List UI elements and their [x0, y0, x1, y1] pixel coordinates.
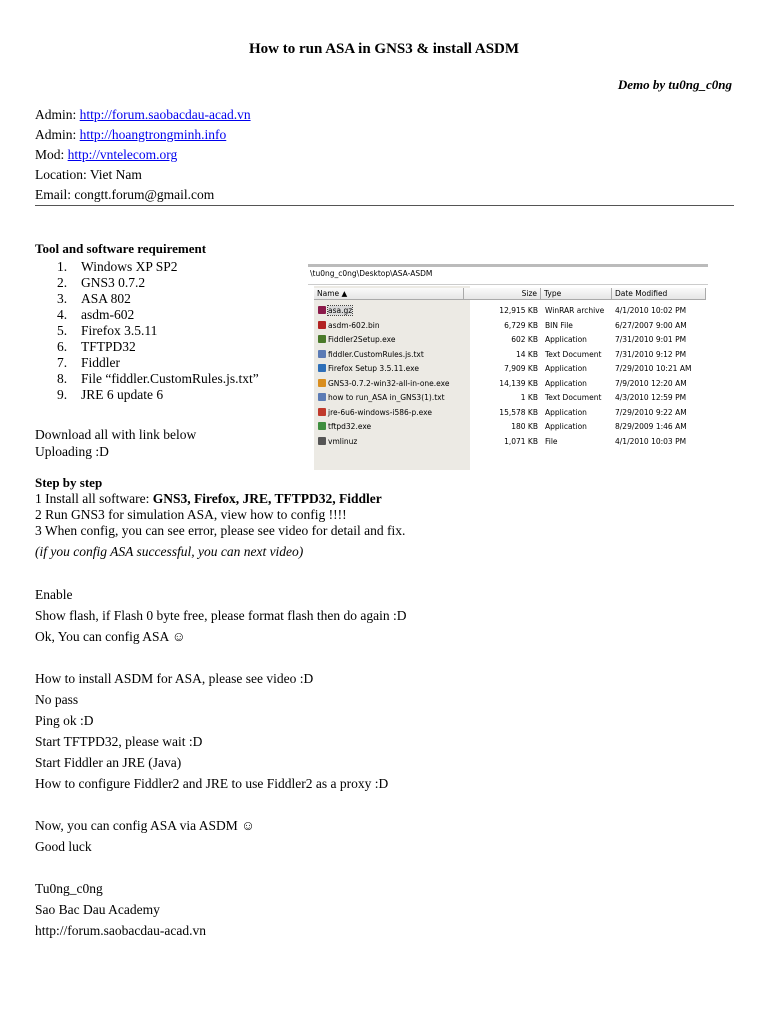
body-line: http://forum.saobacdau-acad.vn	[35, 923, 206, 938]
file-name: Fiddler2Setup.exe	[318, 333, 466, 348]
file-name: fiddler.CustomRules.js.txt	[318, 348, 466, 363]
file-name: vmlinuz	[318, 435, 466, 450]
generic-file-icon	[318, 437, 326, 445]
file-date: 7/9/2010 12:20 AM	[615, 378, 687, 388]
file-size: 7,909 KB	[504, 364, 538, 373]
tftp-icon	[318, 422, 326, 430]
step-3: 3 When config, you can see error, please see video for detail and fix.	[35, 523, 406, 538]
body-line: Good luck	[35, 839, 92, 854]
file-row[interactable]	[308, 406, 706, 421]
list-text: File “fiddler.CustomRules.js.txt”	[81, 371, 259, 386]
body-line: How to configure Fiddler2 and JRE to use Fiddler2 as a proxy :D	[35, 776, 389, 791]
file-row[interactable]	[308, 435, 706, 450]
file-row[interactable]	[308, 391, 706, 406]
list-text: Firefox 3.5.11	[81, 323, 158, 338]
body-line: Tu0ng_c0ng	[35, 881, 103, 896]
file-row[interactable]	[308, 304, 706, 319]
file-name: Firefox Setup 3.5.11.exe	[318, 362, 466, 377]
list-number: 9.	[57, 387, 68, 402]
list-text: TFTPD32	[81, 339, 136, 354]
step-1-text: 1 Install all software:	[35, 491, 153, 506]
author-credit: Demo by tu0ng_c0ng	[617, 77, 732, 92]
file-size: 15,578 KB	[499, 407, 538, 417]
vntelecom-link[interactable]: http://vntelecom.org	[67, 147, 178, 162]
file-date: 7/31/2010 9:01 PM	[615, 335, 687, 344]
list-text: GNS3 0.7.2	[81, 275, 146, 290]
body-line: Enable	[35, 587, 73, 602]
download-text: Download all with link below	[35, 427, 197, 442]
file-explorer-screenshot	[308, 264, 706, 470]
body-line: No pass	[35, 692, 79, 707]
list-number: 1.	[57, 259, 68, 274]
installer-icon	[318, 335, 326, 343]
list-number: 7.	[57, 355, 68, 370]
list-number: 5.	[57, 323, 68, 338]
list-text: ASA 802	[81, 291, 131, 306]
contact-location: Location: Viet Nam	[35, 167, 142, 182]
body-line: How to install ASDM for ASA, please see video :D	[35, 671, 314, 686]
list-number: 2.	[57, 275, 68, 290]
file-row[interactable]	[308, 362, 706, 377]
contact-mod	[35, 145, 177, 165]
list-text: Windows XP SP2	[81, 259, 178, 274]
hoangtrongminh-link[interactable]: http://hoangtrongminh.info	[79, 127, 227, 142]
file-row[interactable]	[308, 348, 706, 363]
file-date: 7/29/2010 9:22 AM	[615, 407, 687, 417]
file-type: WinRAR archive	[545, 306, 605, 315]
column-header-size[interactable]: Size	[464, 288, 541, 300]
uploading-text: Uploading :D	[35, 444, 109, 459]
list-number: 4.	[57, 307, 68, 322]
file-type: BIN File	[545, 320, 573, 330]
file-row[interactable]	[308, 333, 706, 348]
list-number: 8.	[57, 371, 68, 386]
file-row[interactable]	[308, 420, 706, 435]
file-date: 4/1/2010 10:02 PM	[615, 306, 687, 315]
header-divider	[35, 205, 734, 206]
contact-label: Admin:	[35, 127, 80, 142]
step-2: 2 Run GNS3 for simulation ASA, view how to config !!!!	[35, 507, 347, 522]
file-size: 12,915 KB	[499, 306, 538, 315]
list-text: asdm-602	[81, 307, 135, 322]
body-line: Show flash, if Flash 0 byte free, please format flash then do again :D	[35, 608, 407, 623]
contact-email: Email: congtt.forum@gmail.com	[35, 187, 215, 202]
file-date: 7/29/2010 10:21 AM	[615, 364, 692, 373]
file-name: jre-6u6-windows-i586-p.exe	[318, 406, 466, 421]
body-line: Ok, You can config ASA ☺	[35, 629, 186, 644]
file-name: asa.gz	[318, 304, 466, 319]
column-header-type[interactable]: Type	[541, 288, 612, 300]
body-line: Start Fiddler an JRE (Java)	[35, 755, 182, 770]
file-date: 6/27/2007 9:00 AM	[615, 320, 687, 330]
file-name: tftpd32.exe	[318, 420, 466, 435]
file-size: 602 KB	[511, 335, 538, 344]
column-header-date[interactable]: Date Modified	[612, 288, 706, 300]
gns3-icon	[318, 379, 326, 387]
java-icon	[318, 408, 326, 416]
contact-admin-1	[35, 105, 251, 125]
body-line: Start TFTPD32, please wait :D	[35, 734, 203, 749]
list-number: 3.	[57, 291, 68, 306]
file-date: 4/1/2010 10:03 PM	[615, 436, 687, 446]
list-text: JRE 6 update 6	[81, 387, 164, 402]
body-line: Sao Bac Dau Academy	[35, 902, 160, 917]
document-title: How to run ASA in GNS3 & install ASDM	[248, 41, 520, 57]
file-name: how to run_ASA in_GNS3(1).txt	[318, 391, 466, 406]
file-type: File	[545, 436, 558, 446]
file-date: 8/29/2009 1:46 AM	[615, 422, 687, 431]
file-type: Application	[545, 364, 587, 373]
text-file-icon	[318, 393, 326, 401]
body-line: Ping ok :D	[35, 713, 94, 728]
file-type: Application	[545, 407, 587, 417]
list-number: 6.	[57, 339, 68, 354]
steps-heading: Step by step	[35, 475, 103, 490]
file-type: Text Document	[545, 349, 602, 359]
file-date: 4/3/2010 12:59 PM	[615, 393, 687, 402]
forum-link[interactable]: http://forum.saobacdau-acad.vn	[79, 107, 251, 122]
disc-icon	[318, 321, 326, 329]
column-header-name[interactable]: Name ▲	[314, 288, 464, 300]
file-name: GNS3-0.7.2-win32-all-in-one.exe	[318, 377, 466, 392]
file-type: Application	[545, 422, 587, 431]
step-1-software: GNS3, Firefox, JRE, TFTPD32, Fiddler	[152, 491, 382, 506]
text-file-icon	[318, 350, 326, 358]
body-line: Now, you can config ASA via ASDM ☺	[35, 818, 255, 833]
list-text: Fiddler	[81, 355, 120, 370]
file-type: Application	[545, 335, 587, 344]
file-date: 7/31/2010 9:12 PM	[615, 349, 687, 359]
archive-icon	[318, 306, 326, 314]
step-note: (if you config ASA successful, you can next video)	[35, 544, 304, 559]
contact-label: Admin:	[35, 107, 80, 122]
contact-admin-2	[35, 125, 226, 145]
file-size: 180 KB	[511, 422, 538, 431]
file-type: Text Document	[545, 393, 602, 402]
file-size: 1,071 KB	[504, 436, 538, 446]
firefox-icon	[318, 364, 326, 372]
contact-label: Mod:	[35, 147, 68, 162]
address-bar: \tu0ng_c0ng\Desktop\ASA-ASDM	[308, 264, 708, 285]
file-size: 14,139 KB	[499, 378, 538, 388]
file-size: 14 KB	[516, 349, 538, 359]
file-size: 6,729 KB	[504, 320, 538, 330]
file-row[interactable]	[308, 319, 706, 334]
file-type: Application	[545, 378, 587, 388]
file-size: 1 KB	[520, 393, 538, 402]
file-row[interactable]	[308, 377, 706, 392]
file-name: asdm-602.bin	[318, 319, 466, 334]
requirements-heading: Tool and software requirement	[35, 241, 207, 256]
